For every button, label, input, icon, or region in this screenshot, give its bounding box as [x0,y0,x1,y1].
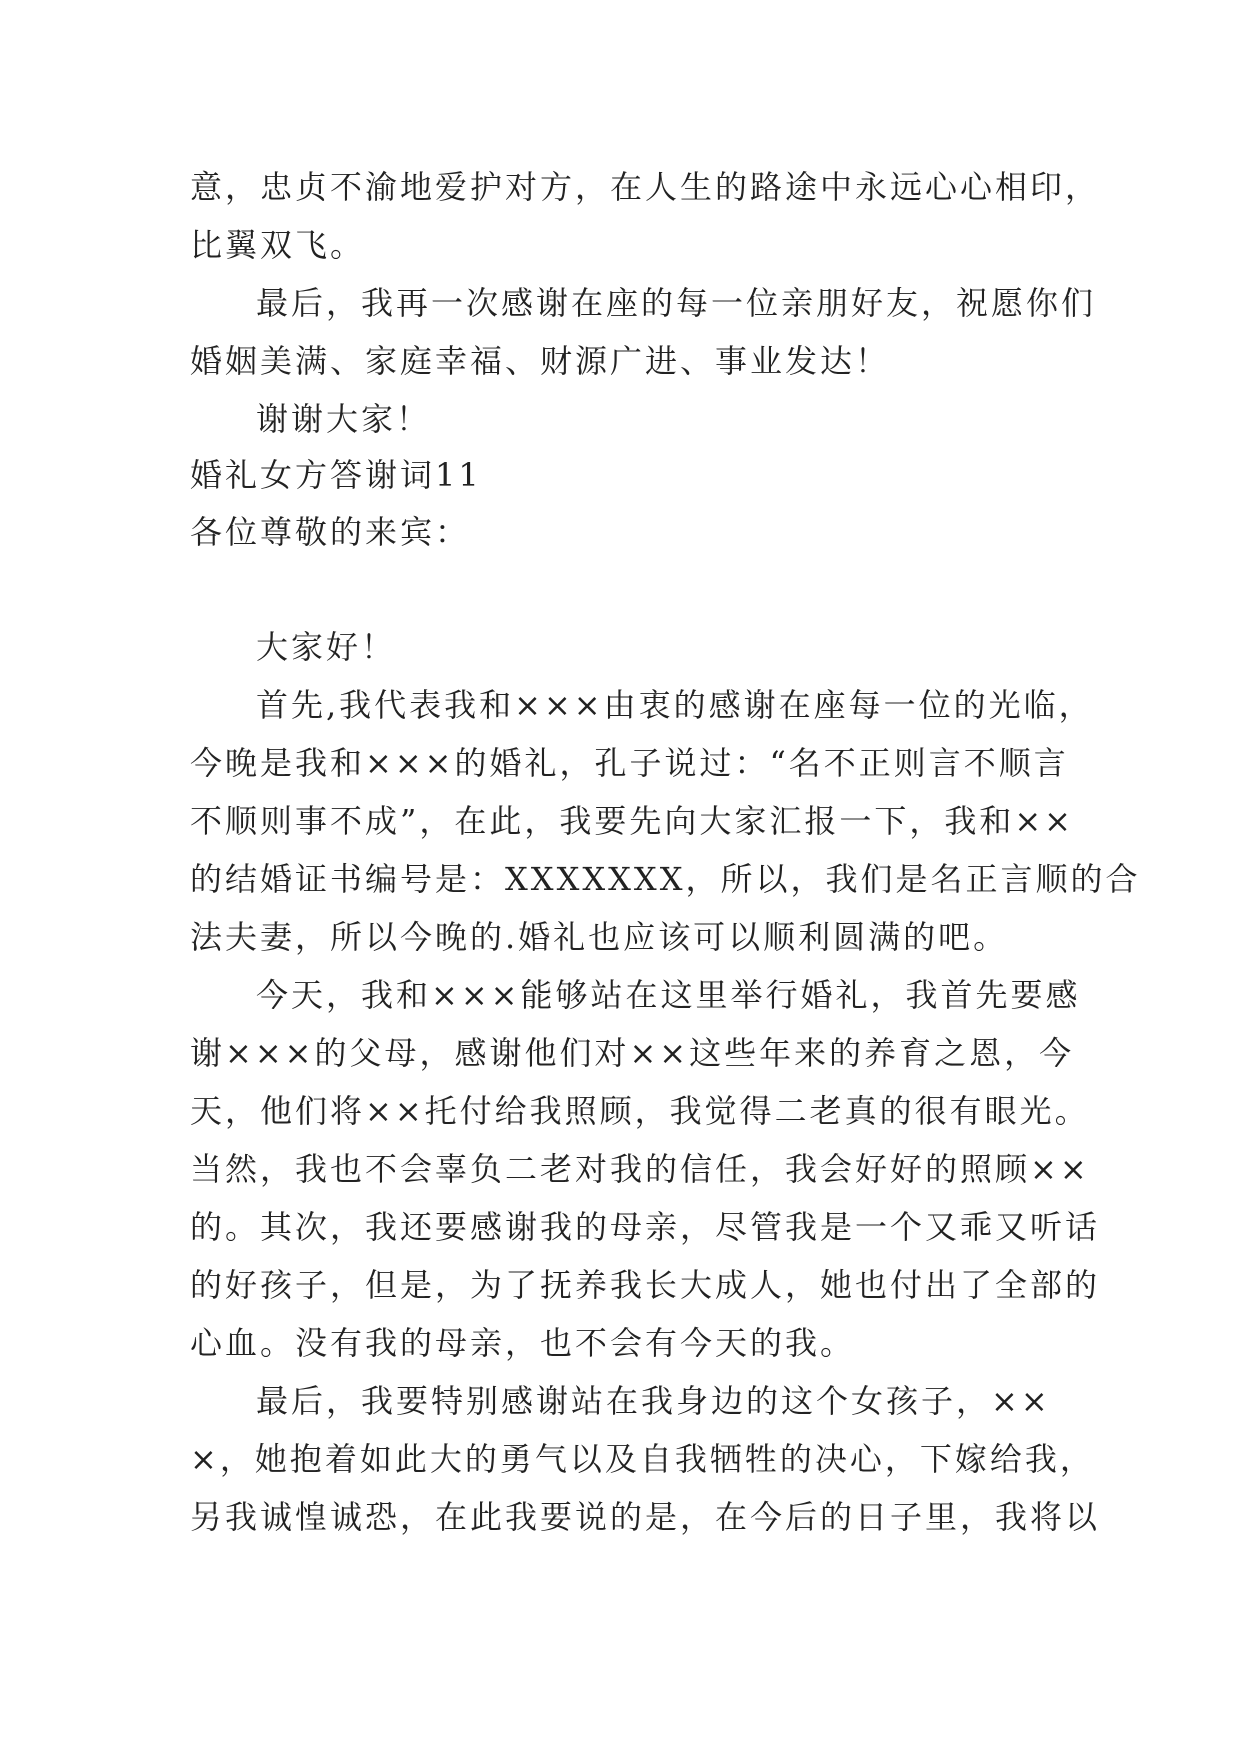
text-line: 婚姻美满、家庭幸福、财源广进、事业发达！ [190,342,891,380]
paragraph-start-line: 首先,我代表我和×××由衷的感谢在座每一位的光临， [256,686,1094,724]
paragraph-start-line: 最后，我再一次感谢在座的每一位亲朋好友，祝愿你们 [256,284,1097,322]
paragraph-start-line: 今天，我和×××能够站在这里举行婚礼，我首先要感 [256,976,1081,1014]
text-line: 谢×××的父母，感谢他们对××这些年来的养育之恩，今 [190,1034,1075,1072]
text-line: 另我诚惶诚恐，在此我要说的是，在今后的日子里，我将以 [190,1498,1101,1536]
text-line: 的结婚证书编号是：XXXXXXX，所以，我们是名正言顺的合 [190,860,1141,898]
text-line: 的好孩子，但是，为了抚养我长大成人，她也付出了全部的 [190,1266,1101,1304]
text-line: 法夫妻，所以今晚的.婚礼也应该可以顺利圆满的吧。 [190,918,1009,956]
paragraph-start-line: 最后，我要特别感谢站在我身边的这个女孩子，×× [256,1382,1051,1420]
paragraph-start-line: 谢谢大家！ [256,400,432,438]
text-line: 当然，我也不会辜负二老对我的信任，我会好好的照顾×× [190,1150,1090,1188]
text-line: 天，他们将××托付给我照顾，我觉得二老真的很有眼光。 [190,1092,1090,1130]
greeting-line: 大家好！ [256,628,397,666]
text-line: ×，她抱着如此大的勇气以及自我牺牲的决心，下嫁给我， [190,1440,1095,1478]
text-line: 意，忠贞不渝地爱护对方，在人生的路途中永远心心相印， [190,168,1101,206]
section-heading: 婚礼女方答谢词11 [190,456,482,494]
text-line: 比翼双飞。 [190,226,366,264]
text-line: 不顺则事不成”，在此，我要先向大家汇报一下，我和×× [190,802,1074,840]
text-line: 今晚是我和×××的婚礼，孔子说过：“名不正则言不顺言 [190,744,1069,782]
text-line: 的。其次，我还要感谢我的母亲，尽管我是一个又乖又听话 [190,1208,1101,1246]
text-line: 心血。没有我的母亲，也不会有今天的我。 [190,1324,856,1362]
salutation-line: 各位尊敬的来宾： [190,513,471,551]
